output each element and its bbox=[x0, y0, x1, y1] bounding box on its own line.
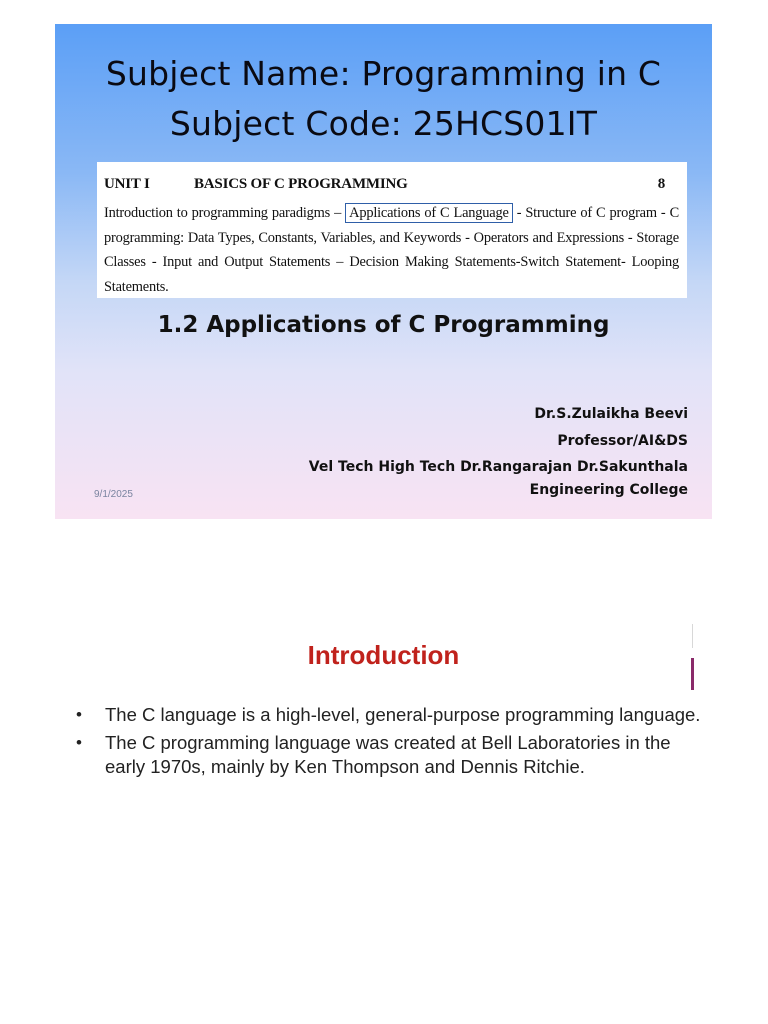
bullet-text: The C language is a high-level, general-purpose programming language. bbox=[105, 704, 701, 725]
syllabus-excerpt bbox=[97, 162, 687, 298]
bullet-text: The C programming language was created at Bell Laboratories in the early 1970s, mainly by Ken Thompson and Dennis Ritchie. bbox=[105, 732, 671, 777]
subject-code: Subject Code: 25HCS01IT bbox=[169, 104, 598, 143]
author-designation: Professor/AI&DS bbox=[557, 433, 688, 449]
title-slide bbox=[55, 24, 712, 519]
syllabus-highlighted-topic: Applications of C Language bbox=[345, 203, 512, 223]
bullet-list bbox=[73, 703, 703, 783]
list-item bbox=[73, 703, 703, 727]
introduction-heading: Introduction bbox=[307, 640, 460, 670]
bullet-icon: • bbox=[76, 705, 82, 724]
syllabus-body bbox=[104, 201, 679, 299]
author-institution-line2: Engineering College bbox=[529, 482, 688, 498]
introduction-slide bbox=[55, 520, 712, 1024]
syllabus-topic: BASICS OF C PROGRAMMING bbox=[194, 176, 408, 192]
syllabus-text-before: Introduction to programming paradigms – bbox=[104, 205, 346, 221]
bullet-icon: • bbox=[76, 733, 82, 752]
list-item bbox=[73, 731, 703, 779]
subject-name: Subject Name: Programming in C bbox=[105, 54, 662, 93]
author-institution-line1: Vel Tech High Tech Dr.Rangarajan Dr.Sakunthala bbox=[308, 459, 688, 475]
slide-date: 9/1/2025 bbox=[94, 489, 133, 500]
author-name: Dr.S.Zulaikha Beevi bbox=[534, 406, 688, 422]
syllabus-header bbox=[104, 176, 679, 198]
section-title: 1.2 Applications of C Programming bbox=[157, 312, 610, 338]
syllabus-text-after: - Structure of C program - C programming: Data Types, Constants, Variables, and Keywords - Operators and Expressions - Storage Classes - Input and Output Statements – Decision Making Statements-Switch Statement- Looping Statements. bbox=[104, 205, 679, 295]
syllabus-unit: UNIT I bbox=[104, 176, 150, 192]
syllabus-hours: 8 bbox=[657, 176, 665, 192]
